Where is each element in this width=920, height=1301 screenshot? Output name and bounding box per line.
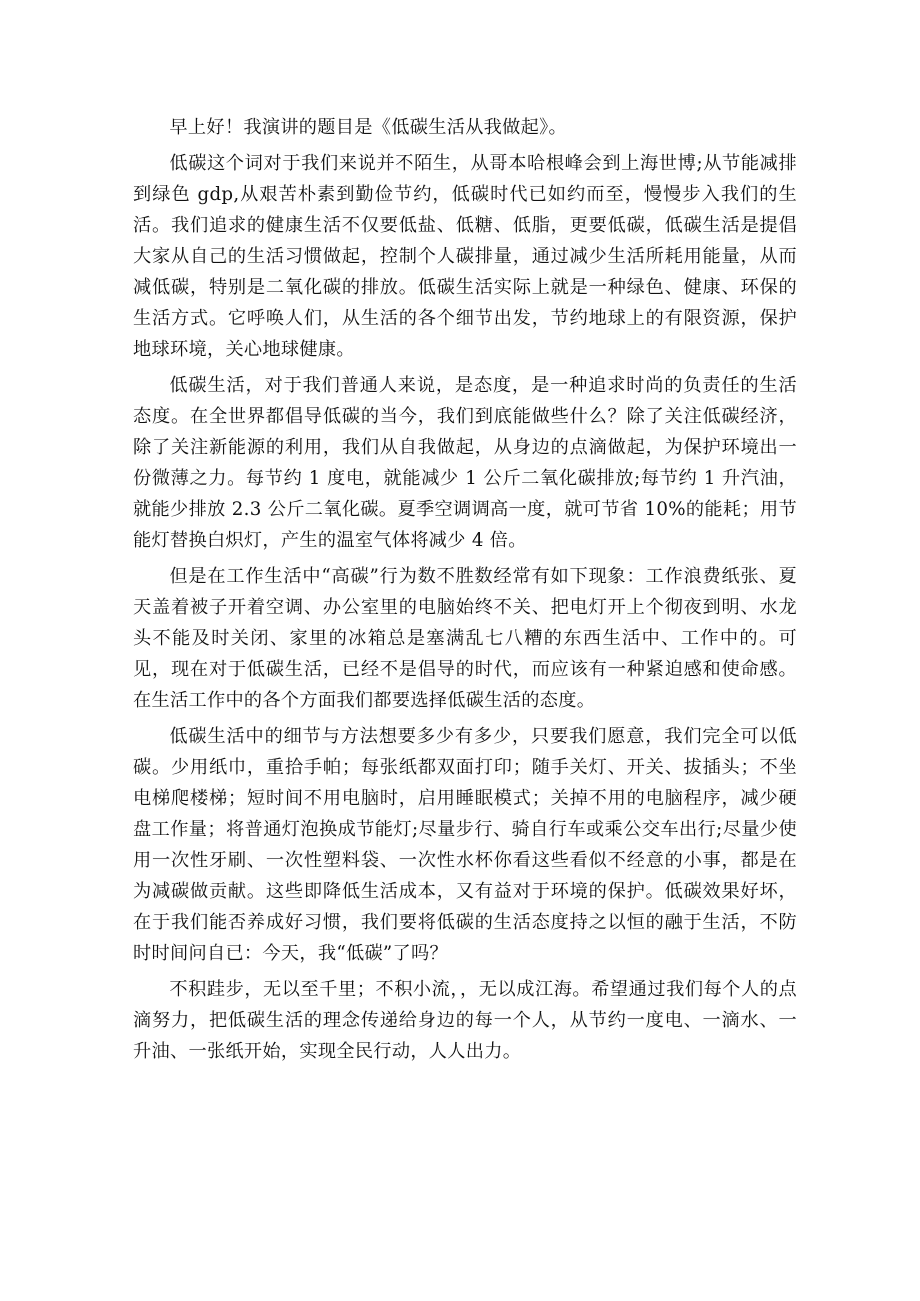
document-body [133, 112, 797, 1072]
paragraph-greeting: 早上好！我演讲的题目是《低碳生活从我做起》。 [169, 117, 568, 138]
paragraph-attitude: 低碳生活，对于我们普通人来说，是态度，是一种追求时尚的负责任的生活态度。在全世界都倡导低碳的当今，我们到底能做些什么？除了关注低碳经济，除了关注新能源的利用，我们从自我做起，从身边的点滴做起，为保护环境出一份微薄之力。每节约 1 度电，就能减少 1 公斤二氧化碳排放;每节约 1 升汽油，就能少排放 2.3 公斤二氧化碳。夏季空调调高一度，就可节省 10%的能耗；用节能灯替换白炽灯，产生的温室气体将减少 4 倍。 [133, 375, 797, 551]
paragraph-methods: 低碳生活中的细节与方法想要多少有多少，只要我们愿意，我们完全可以低碳。少用纸巾，重拾手帕；每张纸都双面打印；随手关灯、开关、拔插头；不坐电梯爬楼梯；短时间不用电脑时，启用睡眠模式；关掉不用的电脑程序，减少硬盘工作量；将普通灯泡换成节能灯;尽量步行、骑自行车或乘公交车出行;尽量少使用一次性牙刷、一次性塑料袋、一次性水杯你看这些看似不经意的小事，都是在为减碳做贡献。这些即降低生活成本，又有益对于环境的保护。低碳效果好坏，在于我们能否养成好习惯，我们要将低碳的生活态度持之以恒的融于生活，不防时时间问自已：今天，我“低碳”了吗？ [133, 726, 797, 964]
paragraph-low-carbon-intro: 低碳这个词对于我们来说并不陌生，从哥本哈根峰会到上海世博;从节能减排到绿色 gdp,从艰苦朴素到勤俭节约，低碳时代已如约而至，慢慢步入我们的生活。我们追求的健康生活不仅要低盐、低糖、低脂，更要低碳，低碳生活是提倡大家从自己的生活习惯做起，控制个人碳排量，通过减少生活所耗用能量，从而减低碳，特别是二氧化碳的排放。低碳生活实际上就是一种绿色、健康、环保的生活方式。它呼唤人们，从生活的各个细节出发，节约地球上的有限资源，保护地球环境，关心地球健康。 [133, 153, 797, 360]
paragraph-conclusion: 不积跬步，无以至千里；不积小流，，无以成江海。希望通过我们每个人的点滴努力，把低碳生活的理念传递给身边的每一个人，从节约一度电、一滴水、一升油、一张纸开始，实现全民行动，人人出力。 [133, 979, 797, 1062]
paragraph-high-carbon-behavior: 但是在工作生活中“高碳”行为数不胜数经常有如下现象：工作浪费纸张、夏天盖着被子开着空调、办公室里的电脑始终不关、把电灯开上个彻夜到明、水龙头不能及时关闭、家里的冰箱总是塞满乱七八糟的东西生活中、工作中的。可见，现在对于低碳生活，已经不是倡导的时代，而应该有一种紧迫感和使命感。在生活工作中的各个方面我们都要选择低碳生活的态度。 [133, 566, 797, 711]
